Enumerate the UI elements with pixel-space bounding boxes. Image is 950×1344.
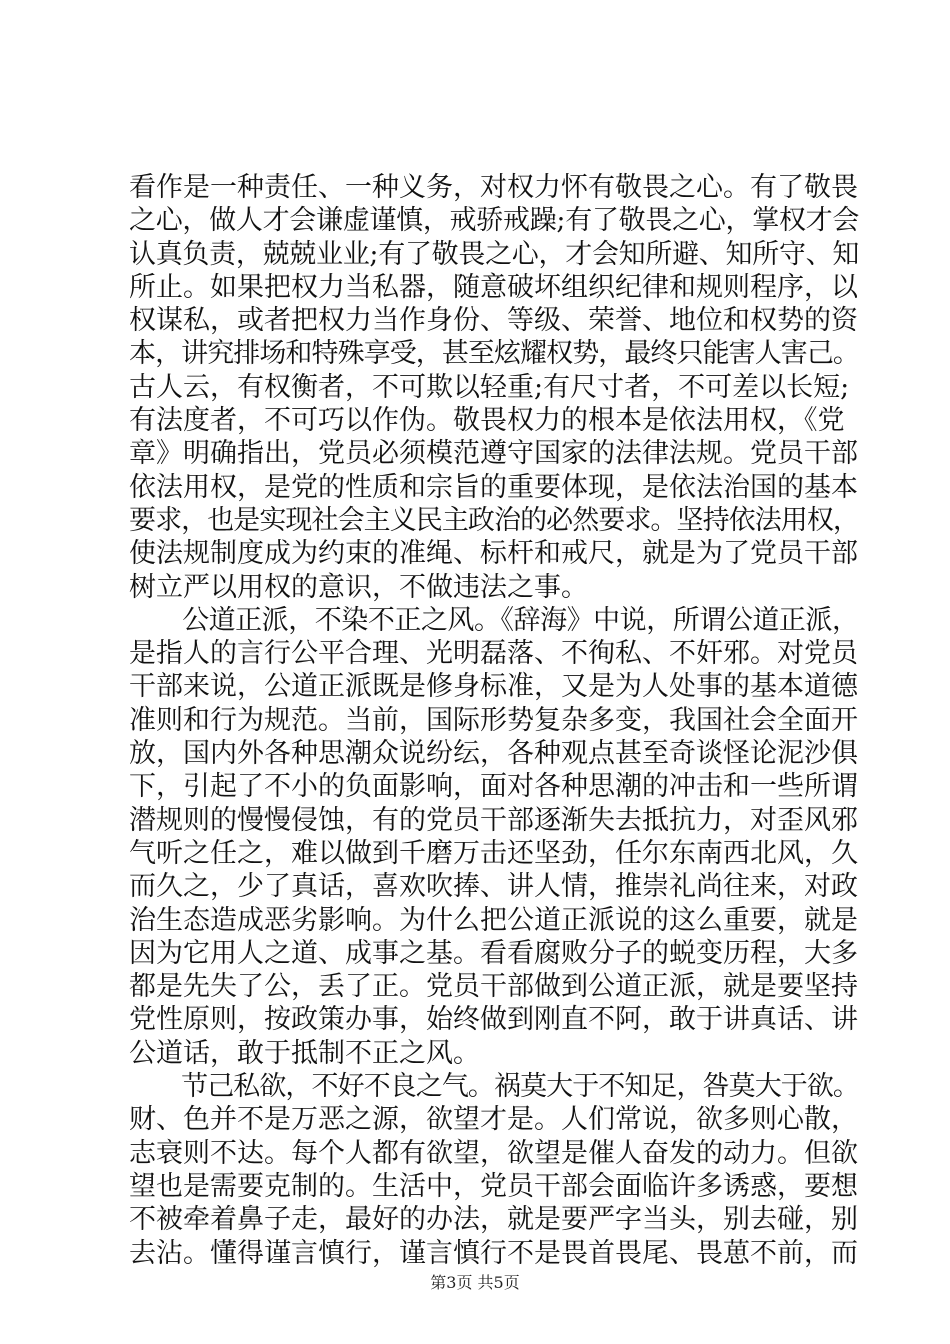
text-line: 节己私欲，不好不良之气。祸莫大于不知足，咎莫大于欲。 — [129, 1071, 859, 1103]
text-line: 气听之任之，难以做到千磨万击还坚劲，任尔东南西北风，久 — [129, 837, 858, 869]
text-line: 因为它用人之道、成事之基。看看腐败分子的蜕变历程，大多 — [129, 937, 858, 969]
text-line: 志衰则不达。每个人都有欲望，欲望是催人奋发的动力。但欲 — [129, 1137, 858, 1169]
text-line: 干部来说，公道正派既是修身标准，又是为人处事的基本道德 — [129, 671, 858, 703]
text-line: 有法度者，不可巧以作伪。敬畏权力的根本是依法用权，《党 — [129, 405, 845, 437]
page-number-footer: 第3页 共5页 — [430, 1273, 520, 1292]
text-line: 准则和行为规范。当前，国际形势复杂多变，我国社会全面开 — [129, 704, 858, 736]
text-line: 所止。如果把权力当私器，随意破坏组织纪律和规则程序，以 — [129, 271, 858, 303]
text-line: 认真负责，兢兢业业;有了敬畏之心，才会知所避、知所守、知 — [129, 238, 860, 270]
body-text — [129, 171, 859, 1270]
text-line: 是指人的言行公平合理、光明磊落、不徇私、不奸邪。对党员 — [129, 638, 858, 670]
text-line: 古人云，有权衡者，不可欺以轻重;有尺寸者，不可差以长短; — [129, 371, 850, 403]
text-line: 公道话，敢于抵制不正之风。 — [129, 1037, 480, 1069]
text-line: 不被牵着鼻子走，最好的办法，就是要严字当头，别去碰，别 — [129, 1204, 858, 1236]
text-line: 之心，做人才会谦虚谨慎，戒骄戒躁;有了敬畏之心，掌权才会 — [129, 205, 860, 237]
text-line: 都是先失了公，丢了正。党员干部做到公道正派，就是要坚持 — [129, 971, 858, 1003]
text-line: 看作是一种责任、一种义务，对权力怀有敬畏之心。有了敬畏 — [129, 172, 858, 203]
text-line: 望也是需要克制的。生活中，党员干部会面临许多诱惑，要想 — [129, 1170, 858, 1202]
text-line: 潜规则的慢慢侵蚀，有的党员干部逐渐失去抵抗力，对歪风邪 — [129, 804, 858, 836]
text-line: 依法用权，是党的性质和宗旨的重要体现，是依法治国的基本 — [129, 471, 858, 503]
text-line: 治生态造成恶劣影响。为什么把公道正派说的这么重要，就是 — [129, 904, 858, 936]
text-line: 树立严以用权的意识，不做违法之事。 — [129, 571, 588, 603]
text-line: 放，国内外各种思潮众说纷纭，各种观点甚至奇谈怪论泥沙俱 — [129, 738, 858, 770]
text-line: 本，讲究排场和特殊享受，甚至炫耀权势，最终只能害人害己。 — [129, 338, 859, 370]
text-line: 财、色并不是万恶之源，欲望才是。人们常说，欲多则心散， — [129, 1104, 858, 1136]
text-line: 党性原则，按政策办事，始终做到刚直不阿，敢于讲真话、讲 — [129, 1004, 858, 1036]
text-line: 下，引起了不小的负面影响，面对各种思潮的冲击和一些所谓 — [129, 771, 858, 803]
text-line: 使法规制度成为约束的准绳、标杆和戒尺，就是为了党员干部 — [129, 538, 858, 570]
text-line: 章》明确指出，党员必须模范遵守国家的法律法规。党员干部 — [129, 438, 858, 470]
text-line: 要求，也是实现社会主义民主政治的必然要求。坚持依法用权， — [129, 504, 859, 536]
text-line: 公道正派，不染不正之风。《辞海》中说，所谓公道正派， — [129, 604, 859, 636]
text-line: 而久之，少了真话，喜欢吹捧、讲人情，推崇礼尚往来，对政 — [129, 871, 858, 903]
text-line: 权谋私，或者把权力当作身份、等级、荣誉、地位和权势的资 — [129, 305, 858, 337]
text-line: 去沾。懂得谨言慎行，谨言慎行不是畏首畏尾、畏葸不前，而 — [129, 1237, 858, 1269]
